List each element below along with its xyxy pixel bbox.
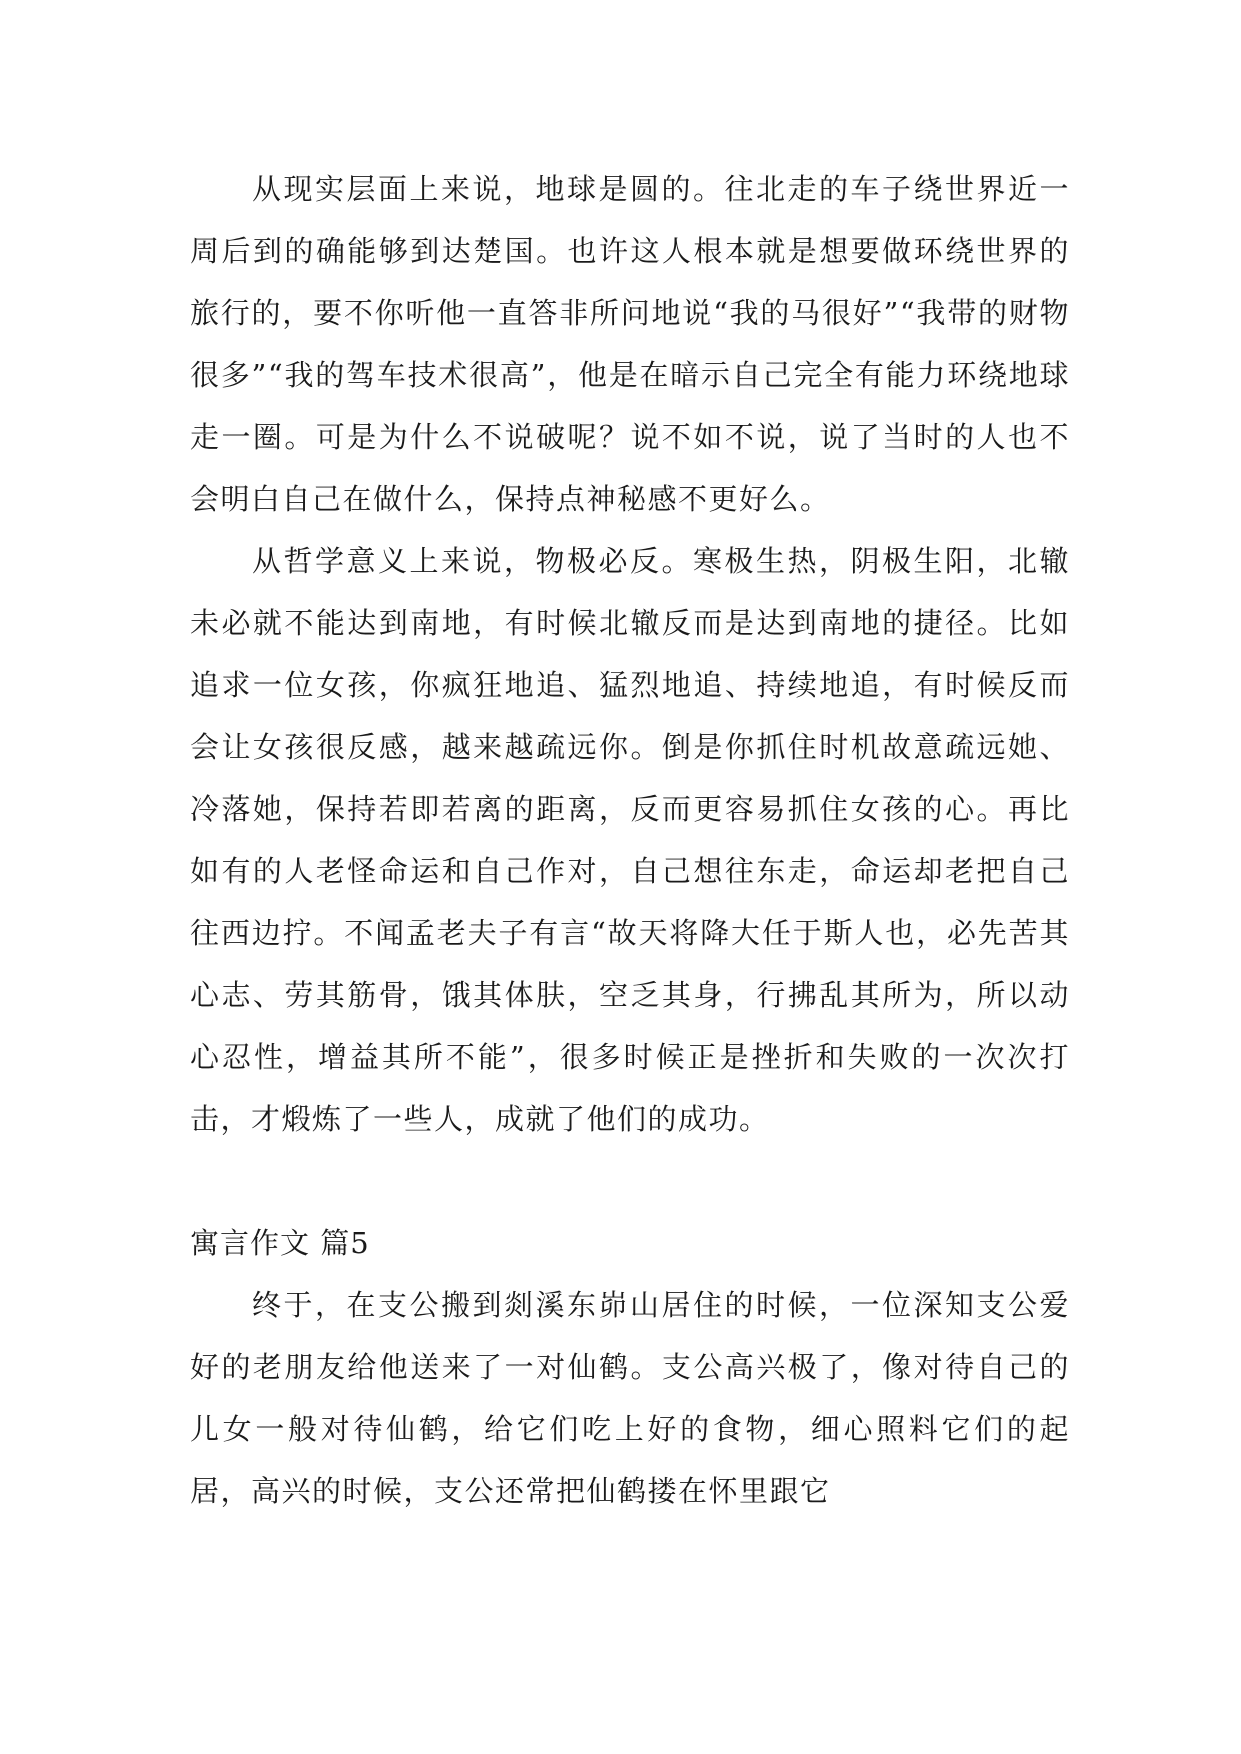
section-heading: 寓言作文 篇5 [190,1226,370,1260]
paragraph-zhigong: 终于，在支公搬到剡溪东峁山居住的时候，一位深知支公爱好的老朋友给他送来了一对仙鹤。支公高兴极了，像对待自己的儿女一般对待仙鹤，给它们吃上好的食物，细心照料它们的起居，高兴的时候，支公还常把仙鹤搂在怀里跟它 [190,1288,1070,1508]
document-page [190,158,1070,1522]
paragraph-philosophy: 从哲学意义上来说，物极必反。寒极生热，阴极生阳，北辙未必就不能达到南地，有时候北辙反而是达到南地的捷径。比如追求一位女孩，你疯狂地追、猛烈地追、持续地追，有时候反而会让女孩很反感，越来越疏远你。倒是你抓住时机故意疏远她、冷落她，保持若即若离的距离，反而更容易抓住女孩的心。再比如有的人老怪命运和自己作对，自己想往东走，命运却老把自己往西边拧。不闻孟老夫子有言“故天将降大任于斯人也，必先苦其心志、劳其筋骨，饿其体肤，空乏其身，行拂乱其所为，所以动心忍性，增益其所不能”，很多时候正是挫折和失败的一次次打击，才煅炼了一些人，成就了他们的成功。 [190,544,1070,1136]
paragraph-reality: 从现实层面上来说，地球是圆的。往北走的车子绕世界近一周后到的确能够到达楚国。也许这人根本就是想要做环绕世界的旅行的，要不你听他一直答非所问地说“我的马很好”“我带的财物很多”“我的驾车技术很高”，他是在暗示自己完全有能力环绕地球走一圈。可是为什么不说破呢？说不如不说，说了当时的人也不会明白自己在做什么，保持点神秘感不更好么。 [190,172,1070,516]
